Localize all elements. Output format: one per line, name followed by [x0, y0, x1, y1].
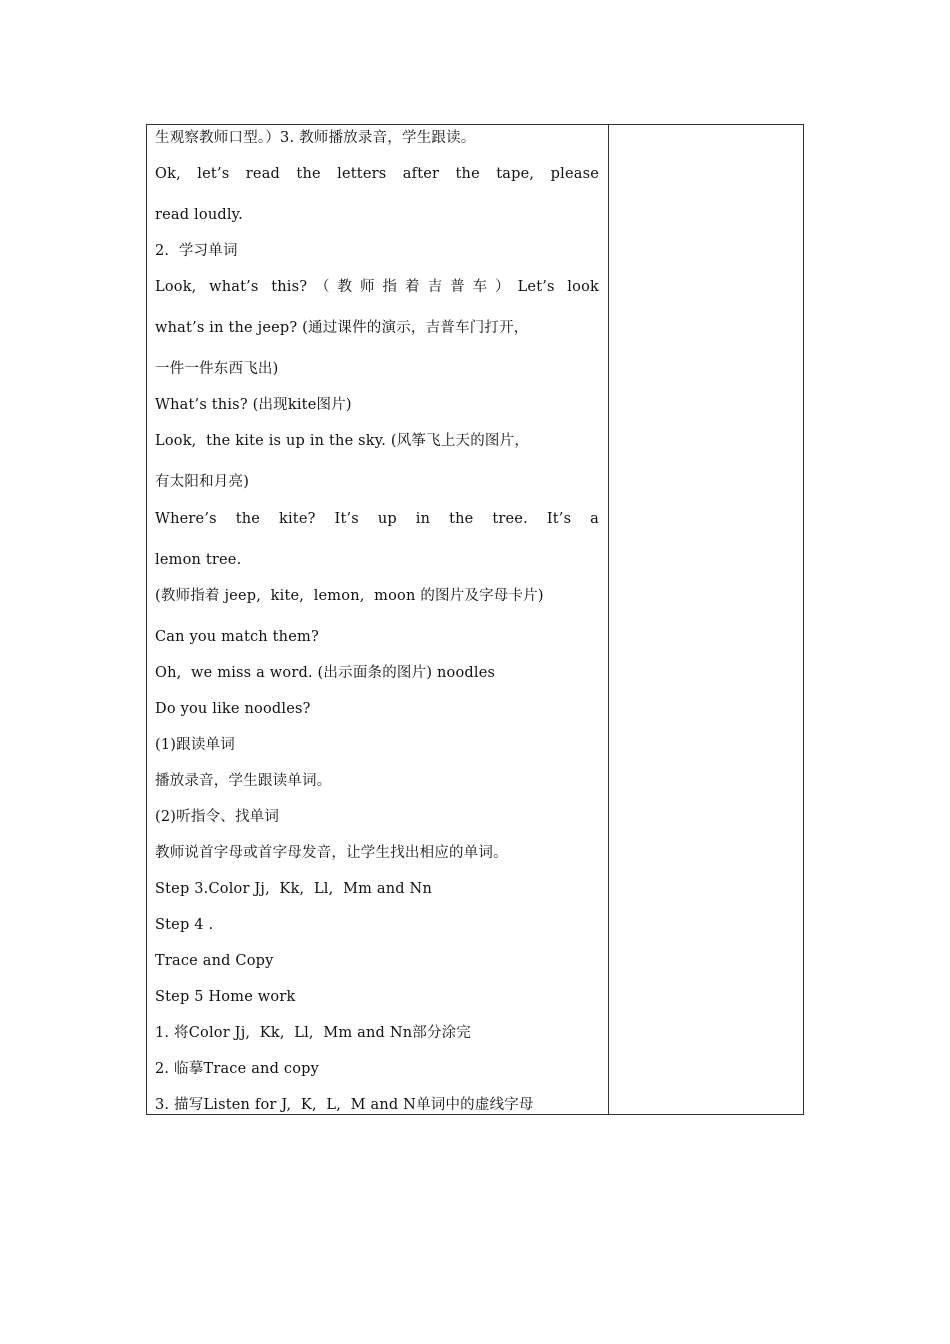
text-line: Step 4 . — [155, 917, 214, 933]
text-line: Look, the kite is up in the sky. (风筝飞上天的图片， — [155, 433, 530, 449]
text-line: lemon tree. — [155, 552, 242, 568]
text-line: Step 3.Color Jj, Kk, Ll, Mm and Nn — [155, 881, 432, 897]
notes-cell — [609, 125, 803, 1114]
text-line: Step 5 Home work — [155, 989, 296, 1005]
text-line: (2)听指令、找单词 — [155, 809, 280, 825]
text-line: Oh, we miss a word. (出示面条的图片) noodles — [155, 665, 496, 681]
text-line: (教师指着 jeep, kite, lemon, moon 的图片及字母卡片) — [155, 588, 544, 604]
text-line: 2. 临摹Trace and copy — [155, 1061, 320, 1077]
text-line: Do you like noodles? — [155, 701, 311, 717]
text-line: 教师说首字母或首字母发音，让学生找出相应的单词。 — [155, 845, 508, 861]
text-line: Can you match them? — [155, 629, 319, 645]
text-line: Ok, let’s read the letters after the tape, please — [155, 166, 599, 182]
text-line: What’s this? (出现kite图片) — [155, 397, 352, 413]
text-line: (1)跟读单词 — [155, 737, 235, 753]
text-line: 一件一件东西飞出) — [155, 361, 279, 377]
text-line: 2. 学习单词 — [155, 243, 238, 259]
lesson-table — [146, 124, 804, 1115]
lesson-content-cell — [147, 125, 609, 1114]
text-line: Trace and Copy — [155, 953, 274, 969]
text-line: 1. 将Color Jj, Kk, Ll, Mm and Nn部分涂完 — [155, 1025, 472, 1041]
text-line: what’s in the jeep? (通过课件的演示，吉普车门打开， — [155, 320, 529, 336]
text-line: 播放录音，学生跟读单词。 — [155, 773, 332, 789]
text-line: Where’s the kite? It’s up in the tree. It’s a — [155, 511, 599, 527]
text-line: 生观察教师口型。）3. 教师播放录音，学生跟读。 — [155, 130, 476, 146]
text-line: 有太阳和月亮) — [155, 474, 250, 490]
text-line: Look, what’s this?（教师指着吉普车）Let’s look — [155, 279, 599, 295]
text-line: 3. 描写Listen for J, K, L, M and N单词中的虚线字母 — [155, 1097, 534, 1113]
text-line: read loudly. — [155, 207, 243, 223]
